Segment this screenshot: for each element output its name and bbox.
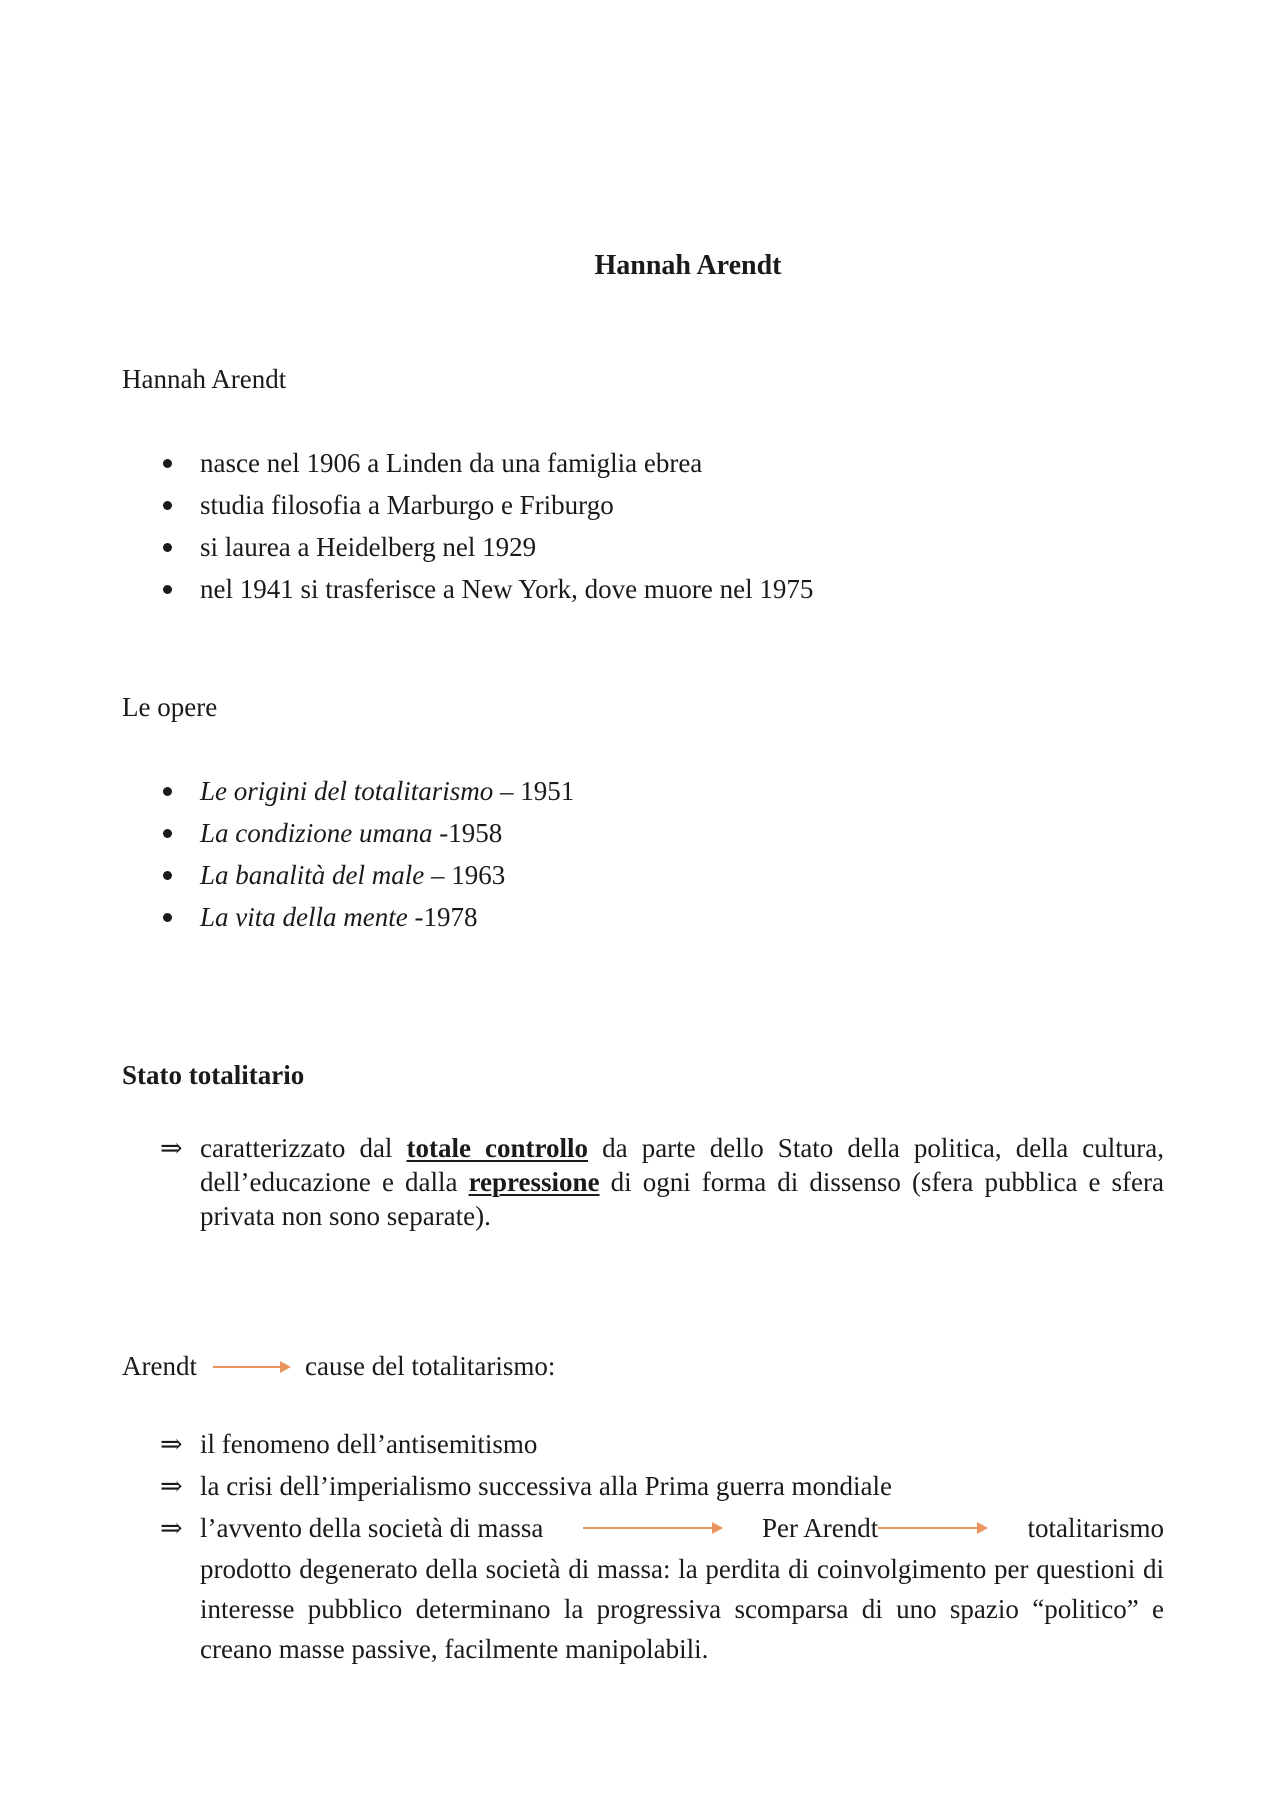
causes-heading (122, 1349, 555, 1384)
cause-text (200, 1507, 1164, 1669)
emphasis-repressione: repressione (468, 1167, 600, 1197)
text-run: di ogni forma di dissenso (sfera pubblica e sfera privata non sono separate). (200, 1167, 1165, 1231)
list-item: si laurea a Heidelberg nel 1929 (160, 526, 813, 568)
list-item (160, 854, 574, 896)
cause-continuation: prodotto degenerato della società di massa: la perdita di coinvolgimento per questioni di interesse pubblico determinano la progressiva scomparsa di uno spazio “politico” e creano masse passive, facilmente manipolabili. (200, 1554, 1164, 1664)
list-item (160, 896, 574, 938)
text-run: l’avvento della società di massa (200, 1513, 544, 1543)
state-definition (160, 1131, 1164, 1233)
cause-item (160, 1465, 1164, 1507)
causes-subject: Arendt (122, 1351, 197, 1381)
implies-arrow-icon: ⇒ (160, 1471, 183, 1501)
works-list (160, 770, 574, 938)
list-item (160, 770, 574, 812)
work-year: -1958 (432, 818, 503, 848)
orange-arrow-icon (213, 1361, 291, 1373)
text-run: da parte dello Stato della politica, della cultura, dell’educazione e dalla (200, 1133, 1164, 1197)
per-arendt-group (762, 1511, 988, 1545)
emphasis-totale-controllo: totale controllo (406, 1133, 589, 1163)
work-title: La vita della mente (200, 902, 408, 932)
list-item: nel 1941 si trasferisce a New York, dove muore nel 1975 (160, 568, 813, 610)
cause-item (160, 1423, 1164, 1465)
implies-arrow-icon: ⇒ (160, 1133, 183, 1163)
orange-arrow-icon (878, 1522, 988, 1534)
work-title: La banalità del male (200, 860, 425, 890)
bio-list (160, 442, 813, 610)
bio-heading: Hannah Arendt (122, 364, 287, 394)
implies-arrow-icon: ⇒ (160, 1513, 183, 1543)
text-run: totalitarismo (1027, 1513, 1164, 1543)
state-heading: Stato totalitario (122, 1060, 305, 1090)
list-item (160, 812, 574, 854)
text-run: caratterizzato dal (200, 1133, 407, 1163)
cause-text: il fenomeno dell’antisemitismo (200, 1429, 538, 1459)
page-title: Hannah Arendt (594, 250, 782, 281)
implies-arrow-icon: ⇒ (160, 1429, 183, 1459)
work-year: -1978 (407, 902, 478, 932)
cause-first-line (200, 1507, 1164, 1549)
cause-text: la crisi dell’imperialismo successiva alla Prima guerra mondiale (200, 1471, 893, 1501)
orange-arrow-icon (583, 1522, 723, 1534)
work-title: La condizione umana (200, 818, 433, 848)
list-item: nasce nel 1906 a Linden da una famiglia ebrea (160, 442, 813, 484)
work-year: – 1951 (493, 776, 575, 806)
work-year: – 1963 (424, 860, 506, 890)
work-title: Le origini del totalitarismo (200, 776, 494, 806)
works-heading: Le opere (122, 692, 218, 722)
causes-label: cause del totalitarismo: (304, 1351, 556, 1381)
text-run: Per Arendt (761, 1513, 879, 1543)
cause-item (160, 1507, 1164, 1669)
state-definition-text (200, 1131, 1164, 1233)
list-item: studia filosofia a Marburgo e Friburgo (160, 484, 813, 526)
